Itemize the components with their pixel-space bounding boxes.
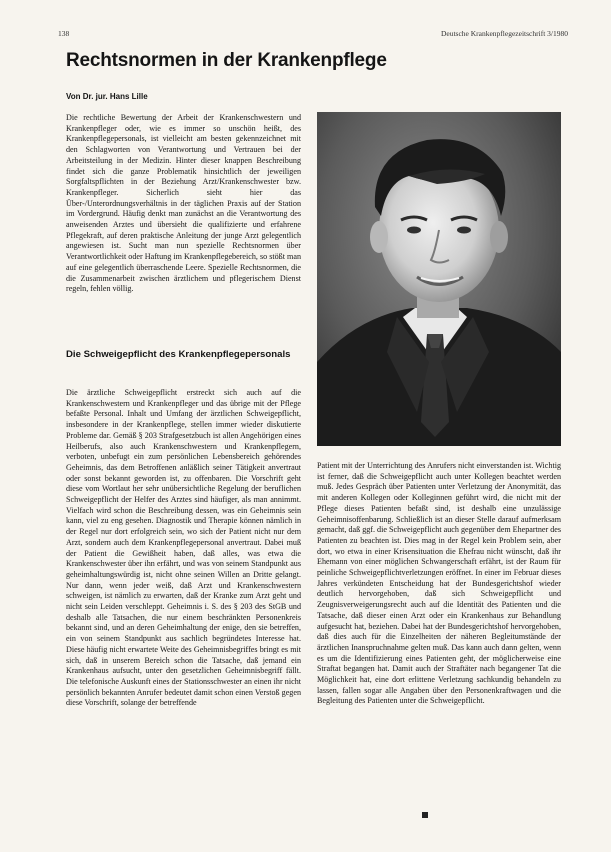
left-body-column [66,388,301,709]
portrait-illustration [317,112,561,446]
author-byline: Von Dr. jur. Hans Lille [66,92,148,101]
left-body-paragraph: Die ärztliche Schweigepflicht erstreckt sich auch auf die Krankenschwestern und Krankenpfleger und das übrige mit der Pflege befaßte Personal. Inhalt und Umfang der ärztlichen Schweigepflicht, insbesondere in der Krankenpflege, stellen immer wieder diskutierte Probleme dar. Gemäß § 203 Strafgesetzbuch ist allen Angehörigen eines Heilberufs, also auch Krankenschwestern und Krankenpflegern, verboten, unbefugt ein zum persönlichen Lebensbereich gehörendes Geheimnis, das dem Betroffenen anläßlich seiner Tätigkeit anvertraut oder sonst bekannt geworden ist, zu offenbaren. Die Vorschrift geht diese vom Wortlaut her sehr unübersichtliche Regelung der beruflichen Schweigepflicht der Helfer des Arztes sind häufiger, als man annimmt. Vielfach wird schon die Beschreibung dessen, was ein Geheimnis sein kann, viel zu eng gesehen. Diagnostik und Therapie können nämlich in der Regel nur dort erfolgreich sein, wo sich der Patient nicht nur dem Arzt, sondern auch dem Krankenpflegepersonal anvertraut. Dabei muß der Patient die Gewißheit haben, daß alles, was etwa die Krankenschwester über ihn erfährt, und was von seinem Standpunkt aus geheimhaltungswürdig ist, nicht ohne seinen Willen an Dritte gelangt. Nur dann, wenn jeder weiß, daß Arzt und Krankenschwestern schweigen, ist nämlich zu erwarten, daß der Kranke zum Arzt geht und nicht sein Leiden verschleppt. Geheimnis i. S. des § 203 des StGB und deshalb alle Tatsachen, die nur einem beschränkten Personenkreis bekannt sind, und an deren Geheimhaltung der enige, den sie betreffen, ein von seinem Standpunkt aus sachlich begründetes Interesse hat. Diese häufig nicht erwartete Weite des Geheimnisbegriffes bringt es mit sich, daß in unserem Bereich schon die Tatsache, daß jemand ein Krankenhaus aufsucht, unter den gesetzlichen Geheimnisbegriff fällt. Die telefonische Auskunft eines der Stationsschwester an einen ihr nicht persönlich bekannten Anrufer bedeutet damit schon einen Verstoß gegen diese Vorschrift, solange der betreffende [66,388,301,708]
section-heading: Die Schweigepflicht des Krankenpflegepersonals [66,349,291,360]
page-number: 138 [58,29,70,38]
journal-name: Deutsche Krankenpflegezeitschrift 3/1980 [440,29,568,38]
article-title: Rechtsnormen in der Krankenpflege [66,50,387,71]
author-portrait [317,112,561,446]
right-body-paragraph: Patient mit der Unterrichtung des Anrufers nicht einverstanden ist. Wichtig ist ferner, daß die Schweigepflicht auch unter Kollegen beachtet werden muß. Jedes Gespräch über Patienten unter Verletzung der Anonymität, das mit anderen Kollegen oder Kolleginnen geführt wird, die nicht mit der Pflege dieses Patienten befaßt sind, ist deshalb eine unzulässige Geheimnisoffenbarung. Schließlich ist an dieser Stelle darauf aufmerksam gemacht, daß ggf. die Schweigepflicht auch gegenüber dem Ehepartner des Patienten zu beachten ist. Dies mag in der Regel kein Problem sein, aber dort, wo etwa in einer Krisensituation die Ehefrau nicht wünscht, daß ihr Ehemann von einer möglichen Schwangerschaft erfährt, ist der Raum für peinliche Schweigepflichtverletzungen eröffnet. In einer im Februar dieses Jahres verkündeten Entscheidung hat der Bundesgerichtshof wieder deutlich hervorgehoben, daß sich Schweigepflicht und Zeugnisverweigerungsrecht auch auf die Identität des Patienten und die Tatsache, daß dieser einen Arzt oder ein Krankenhaus zur Behandlung aufgesucht hat, beziehen. Dabei hat der Bundesgerichtshof hervorgehoben, daß dies auch für die Einzelheiten der näheren Begleitumstände der ärztlichen Inanspruchnahme gelten muß. Das kann auch dann gelten, wenn es um die Identifizierung eines Patienten geht, der möglicherweise eine Straftat begangen hat. Damit auch der Straftäter nach begangener Tat die Möglichkeit hat, eine dort erlittene Verletzung sachkundig behandeln zu lassen, fallen sogar alle Angaben über den Personenkraftwagen und die Begleitung des Patienten unter die Schweigepflicht. [317,461,561,706]
intro-column [66,113,301,295]
right-body-column [317,461,561,707]
end-mark-icon [422,812,428,818]
intro-paragraph: Die rechtliche Bewertung der Arbeit der Krankenschwestern und Krankenpfleger oder, wie es immer so unschön heißt, des Krankenpflegepersonals, ist vielleicht am besten gekennzeichnet mit den Schlagworten von Verantwortung und Vertrauen bei der Arbeitsteilung in der Medizin. Hinter dieser knappen Beschreibung findet sich die ganze Problematik hinsichtlich der jeweiligen Sorgfaltspflichten in der Beziehung Arzt/Krankenschwester bzw. Krankenpfleger. Sicherlich sieht hier das Über-/Unterordnungsverhältnis in der täglichen Praxis auf der Station im Vordergrund. Häufig denkt man zunächst an die Verantwortung des anweisenden Arztes und übersieht die qualifizierte und erfahrene Pflegekraft, auf deren praktische Anleitung der junge Arzt gelegentlich angewiesen ist. Sucht man nun spezielle Rechtsnormen über Verantwortlichkeit oder Haftung im Krankenpflegebereich, so stößt man auf eine gelegentlich überraschende Leere. Spezielle Rechtsnormen, die die Zusammenarbeit zwischen ärztlichem und pflegerischem Dienst regeln, fehlen völlig. [66,113,301,294]
